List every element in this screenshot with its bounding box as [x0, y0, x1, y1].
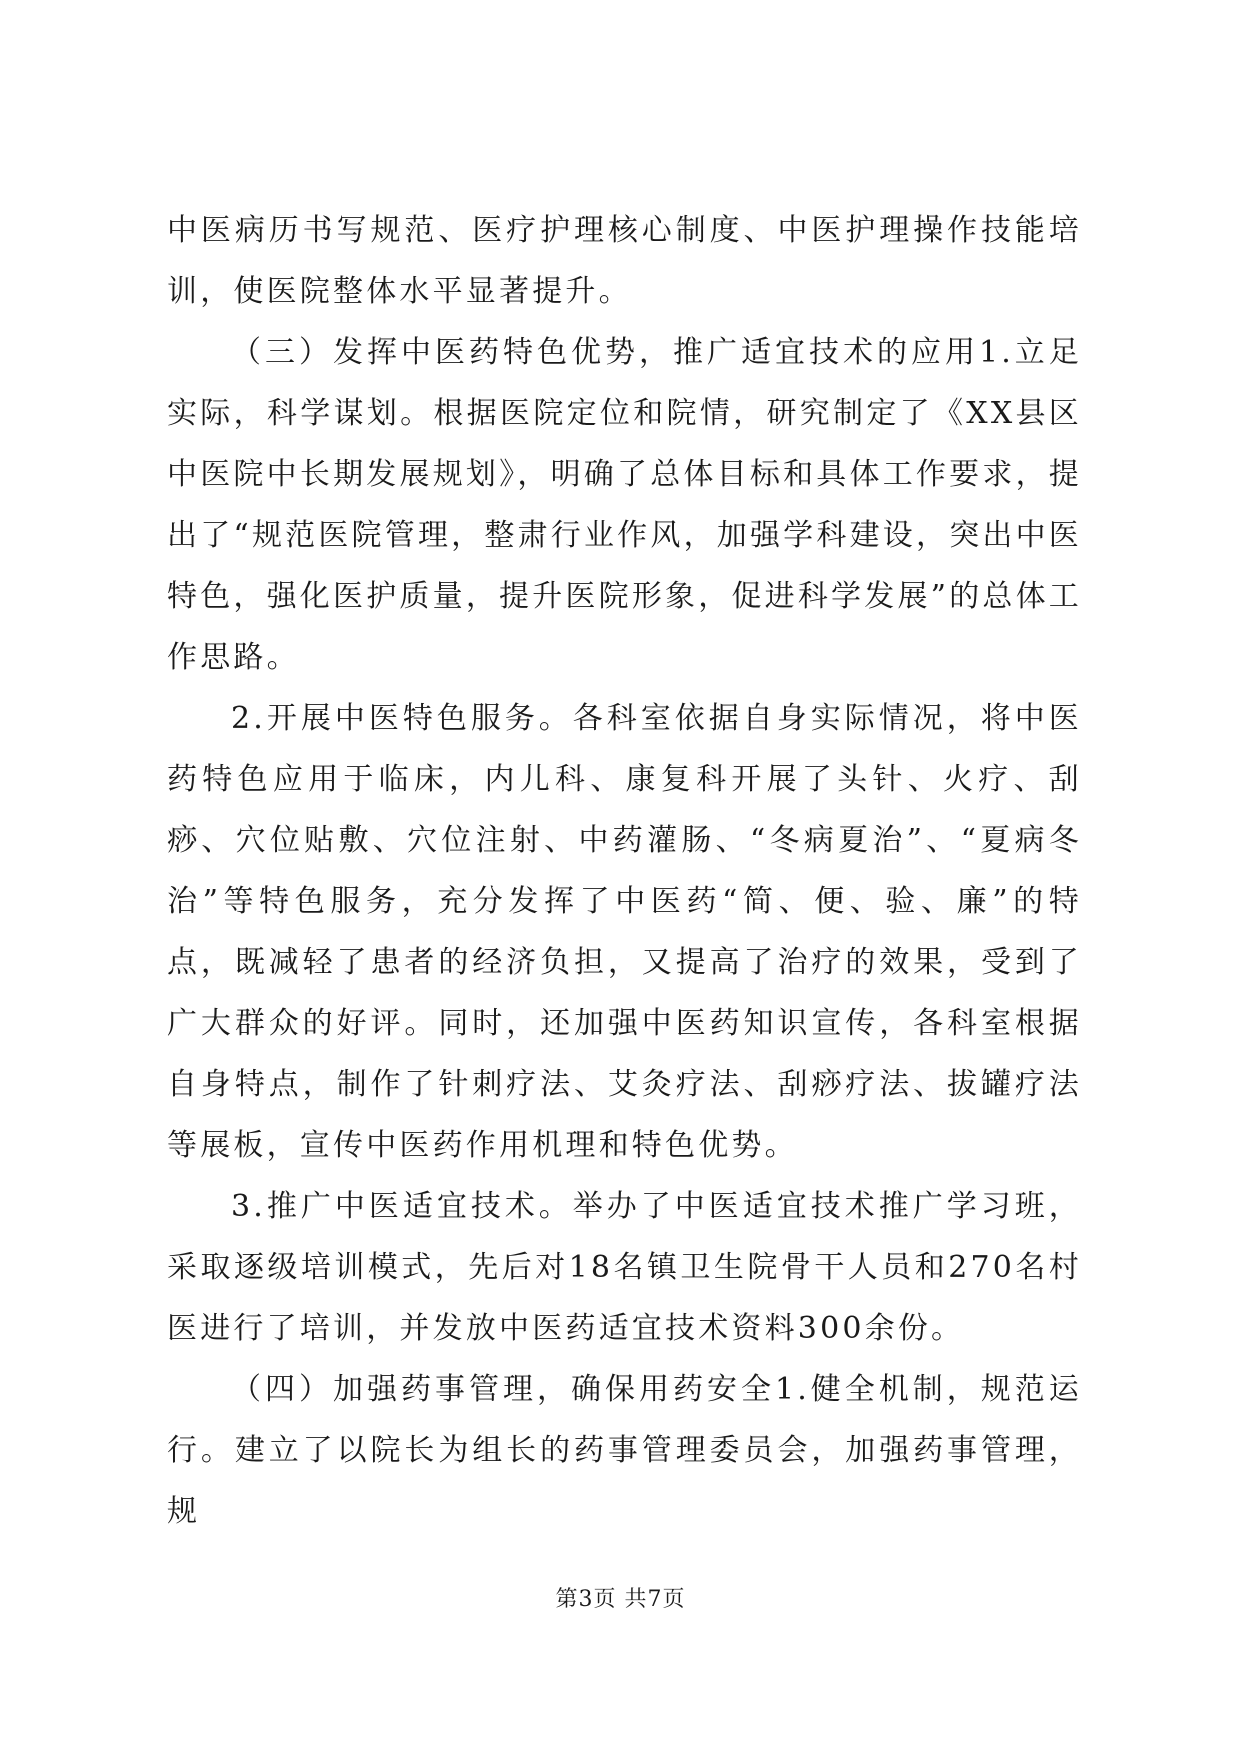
page-number-footer: 第3页 共7页: [555, 1587, 686, 1612]
paragraph-section-three: （三）发挥中医药特色优势，推广适宜技术的应用1.立足实际，科学谋划。根据医院定位和院情，研究制定了《XX县区中医院中长期发展规划》，明确了总体目标和具体工作要求，提出了“规范医院管理，整肃行业作风，加强学科建设，突出中医特色，强化医护质量，提升医院形象，促进科学发展”的总体工作思路。: [167, 335, 1082, 675]
paragraph-section-four: （四）加强药事管理，确保用药安全1.健全机制，规范运行。建立了以院长为组长的药事管理委员会，加强药事管理，规: [167, 1372, 1082, 1529]
paragraph-item-two: 2.开展中医特色服务。各科室依据自身实际情况，将中医药特色应用于临床，内儿科、康复科开展了头针、火疗、刮痧、穴位贴敷、穴位注射、中药灌肠、“冬病夏治”、“夏病冬治”等特色服务，充分发挥了中医药“简、便、验、廉”的特点，既减轻了患者的经济负担，又提高了治疗的效果，受到了广大群众的好评。同时，还加强中医药知识宣传，各科室根据自身特点，制作了针刺疗法、艾灸疗法、刮痧疗法、拔罐疗法等展板，宣传中医药作用机理和特色优势。: [167, 701, 1082, 1163]
paragraph-continuation: 中医病历书写规范、医疗护理核心制度、中医护理操作技能培训，使医院整体水平显著提升。: [167, 213, 1082, 309]
paragraph-item-three: 3.推广中医适宜技术。举办了中医适宜技术推广学习班，采取逐级培训模式，先后对18名镇卫生院骨干人员和270名村医进行了培训，并发放中医药适宜技术资料300余份。: [167, 1189, 1082, 1346]
document-body: [167, 200, 1082, 1542]
